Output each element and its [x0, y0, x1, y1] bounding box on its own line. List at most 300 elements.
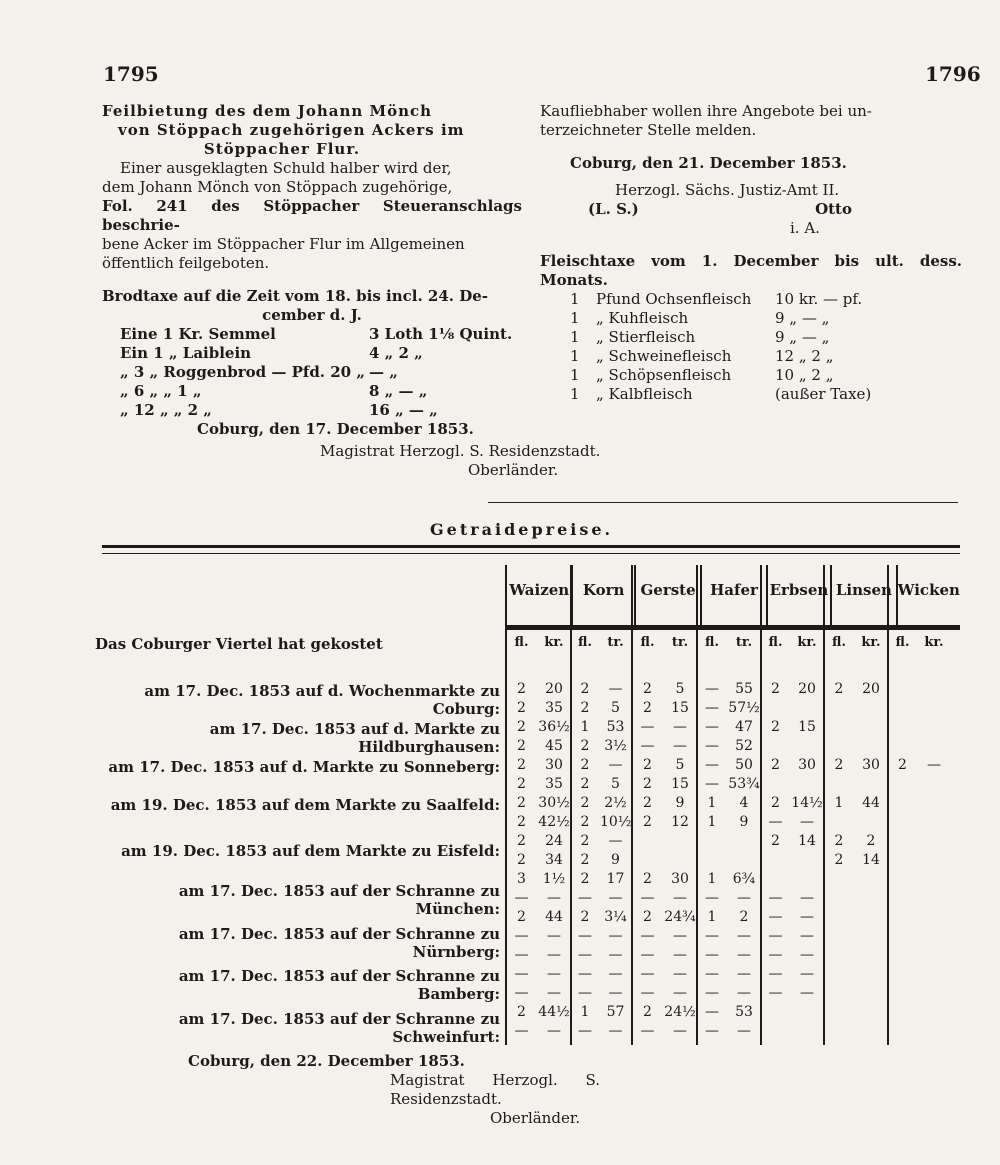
brodtaxe-row — [120, 363, 516, 382]
grid-cell: — — [578, 928, 592, 944]
grid-cell — [887, 889, 918, 908]
fleischtaxe-qty: 1 — [570, 347, 580, 365]
signature-name: Oberländer. — [468, 461, 559, 479]
column-rule — [505, 565, 507, 1045]
grid-cell — [855, 946, 887, 965]
grid-cell: 2 — [517, 909, 526, 925]
table-top-rule-thin — [102, 553, 960, 554]
brodtaxe-weight: — „ — [368, 363, 398, 381]
grid-cell: 34 — [545, 852, 563, 868]
grid-cell: 44 — [862, 795, 880, 811]
grid-cell: — — [608, 833, 623, 849]
grid-cell — [760, 851, 791, 870]
grid-cell: 2 — [580, 700, 590, 716]
grid-cell: — — [768, 966, 783, 982]
notice-title-line: Stöppacher Flur. — [203, 140, 361, 158]
grid-cell — [918, 680, 950, 699]
fleischtaxe-item: „ Schweinefleisch — [596, 347, 732, 365]
grid-cell — [918, 832, 950, 851]
grid-cell: — — [737, 985, 751, 1001]
col-korn: Korn — [571, 565, 633, 625]
grid-cell: — — [768, 909, 783, 925]
signer-role: i. A. — [790, 219, 820, 237]
grid-cell — [918, 1003, 950, 1022]
grid-cell — [823, 889, 855, 908]
grid-cell: — — [578, 947, 592, 963]
grid-cell — [855, 870, 887, 889]
page-number-left: 1795 — [103, 62, 159, 86]
grid-cell: 2 — [580, 871, 590, 887]
brodtaxe-date: Coburg, den 17. December 1853. — [197, 420, 474, 438]
grid-cell: 12 — [671, 814, 689, 830]
grid-cell — [918, 813, 950, 832]
grid-cell: 30½ — [538, 795, 570, 811]
grid-cell: — — [608, 947, 623, 963]
unit-row-rule — [505, 627, 960, 630]
grid-cell: 2 — [771, 757, 780, 773]
fleischtaxe-price: 9 „ — „ — [775, 328, 830, 346]
unit-label: fl. — [895, 634, 910, 650]
grid-cell: 24 — [545, 833, 563, 849]
grid-cell: 20 — [862, 681, 880, 697]
grid-cell: 2 — [517, 681, 526, 697]
grid-cell: — — [547, 890, 561, 906]
grid-cell: — — [514, 928, 529, 944]
notice-body-line: Einer ausgeklagten Schuld halber wird der, — [120, 159, 452, 177]
grid-row — [505, 851, 960, 870]
grid-cell — [823, 946, 855, 965]
grid-cell: — — [768, 985, 783, 1001]
right-column — [540, 102, 962, 404]
grid-cell — [760, 737, 791, 756]
grid-cell — [887, 718, 918, 737]
grid-cell: — — [640, 1023, 655, 1039]
grid-cell: 2 — [517, 795, 526, 811]
brodtaxe-item: „ 12 „ „ 2 „ — [120, 401, 212, 419]
grid-cell: 1 — [707, 814, 717, 830]
grid-cell: — — [547, 966, 561, 982]
grid-cell: — — [673, 738, 687, 754]
grid-cell: 4 — [739, 795, 749, 811]
market-label: am 17. Dec. 1853 auf der Schranne zu Schweinfurt: — [178, 1010, 500, 1046]
grid-cell: 6¾ — [732, 871, 756, 887]
grid-cell: 1½ — [542, 871, 566, 887]
office-name: Herzogl. Sächs. Justiz-Amt II. — [615, 181, 840, 199]
fleischtaxe-qty: 1 — [570, 385, 580, 403]
signer-name: Otto — [815, 200, 852, 218]
grid-cell: — — [705, 738, 719, 754]
grid-cell — [918, 737, 950, 756]
grid-cell: 2 — [834, 757, 844, 773]
grid-cell — [855, 965, 887, 984]
grid-cell — [823, 813, 855, 832]
grid-cell: 2 — [517, 719, 526, 735]
grid-cell: 47 — [735, 719, 753, 735]
grid-row — [505, 775, 960, 794]
grid-cell: — — [673, 966, 687, 982]
grid-cell: — — [640, 966, 655, 982]
grid-cell: — — [705, 947, 719, 963]
grid-cell: — — [673, 719, 687, 735]
grid-cell: 2 — [517, 757, 526, 773]
grid-cell: 2 — [898, 757, 907, 773]
grid-cell — [791, 851, 823, 870]
grid-cell — [887, 870, 918, 889]
grid-cell: 17 — [606, 871, 625, 887]
grid-cell: 52 — [735, 738, 753, 754]
grid-cell: — — [800, 814, 814, 830]
market-label: am 19. Dec. 1853 auf dem Markte zu Eisfeld: — [121, 842, 500, 860]
grid-cell — [823, 718, 855, 737]
fleischtaxe-price: 12 „ 2 „ — [775, 347, 834, 365]
grid-cell: — — [705, 1004, 719, 1020]
grid-row — [505, 1022, 960, 1041]
grid-cell — [918, 927, 950, 946]
brodtaxe-title-cont: cember d. J. — [262, 306, 362, 324]
grid-cell: — — [768, 928, 783, 944]
left-column — [102, 102, 522, 439]
fleischtaxe-table — [570, 290, 875, 404]
grid-cell: — — [705, 966, 719, 982]
grid-cell: — — [514, 985, 529, 1001]
grid-cell: — — [608, 1023, 623, 1039]
grid-cell: 2 — [643, 871, 652, 887]
grid-row — [505, 1003, 960, 1022]
grid-cell: — — [768, 947, 783, 963]
grid-cell — [855, 984, 887, 1003]
grid-cell: 1 — [707, 909, 717, 925]
grid-cell: 2 — [517, 852, 526, 868]
grid-cell: 2 — [517, 833, 526, 849]
grid-cell: — — [768, 814, 783, 830]
grid-cell: — — [608, 928, 623, 944]
grid-cell: 15 — [671, 700, 689, 716]
grid-cell: 2 — [517, 776, 526, 792]
market-label: am 17. Dec. 1853 auf der Schranne zu München: — [178, 882, 500, 918]
market-label: am 17. Dec. 1853 auf d. Markte zu Sonneberg: — [108, 758, 500, 776]
getraide-footer — [100, 1052, 600, 1128]
grid-cell: 2 — [580, 795, 590, 811]
grid-cell: 2 — [580, 909, 590, 925]
brodtaxe-weight: 3 Loth 1⅛ Quint. — [368, 325, 513, 343]
divider — [488, 502, 958, 503]
grid-cell: 20 — [798, 681, 816, 697]
unit-label: fl. — [705, 634, 719, 650]
brodtaxe-row — [120, 382, 516, 401]
col-gerste: Gerste — [634, 565, 700, 625]
grid-cell: 30 — [798, 757, 816, 773]
table-top-rule — [102, 545, 960, 548]
fleischtaxe-title: Fleischtaxe vom 1. December bis ult. dess. Monats. — [540, 252, 962, 289]
grid-cell: 3½ — [604, 738, 627, 754]
grid-cell: — — [737, 947, 751, 963]
grid-cell: — — [640, 890, 655, 906]
fleischtaxe-item: „ Stierfleisch — [596, 328, 696, 346]
grid-cell: — — [547, 985, 561, 1001]
grid-row — [505, 794, 960, 813]
grid-cell: 2 — [643, 1004, 652, 1020]
grid-cell — [855, 1022, 887, 1041]
grid-cell: — — [705, 681, 719, 697]
fleischtaxe-qty: 1 — [570, 366, 580, 384]
grid-cell — [791, 870, 823, 889]
grid-cell: — — [578, 966, 592, 982]
unit-label: tr. — [671, 634, 689, 650]
unit-label: fl. — [640, 634, 655, 650]
grid-row — [505, 984, 960, 1003]
grid-cell: 2 — [580, 738, 590, 754]
grid-cell — [918, 794, 950, 813]
grid-cell: — — [737, 966, 751, 982]
grid-cell: — — [800, 928, 814, 944]
unit-label: fl. — [832, 634, 846, 650]
grid-cell — [823, 1003, 855, 1022]
grid-row — [505, 718, 960, 737]
column-rule — [570, 565, 572, 1045]
grid-cell: — — [547, 947, 561, 963]
grid-cell: — — [800, 985, 814, 1001]
grid-cell: 57 — [606, 1004, 625, 1020]
seal-mark: (L. S.) — [588, 200, 639, 218]
grid-cell: 2 — [580, 814, 590, 830]
grid-cell: 5 — [675, 681, 685, 697]
grid-cell — [823, 775, 855, 794]
grid-row — [505, 737, 960, 756]
grid-cell — [887, 1003, 918, 1022]
grid-cell — [918, 908, 950, 927]
grid-cell: — — [705, 985, 719, 1001]
grid-cell: — — [673, 1023, 687, 1039]
brodtaxe-table — [120, 325, 516, 420]
fleischtaxe-item: Pfund Ochsenfleisch — [596, 290, 752, 308]
grid-cell — [760, 1022, 791, 1041]
grid-cell: — — [514, 890, 529, 906]
grid-cell: 2 — [643, 700, 652, 716]
column-rule — [823, 565, 825, 1045]
getraide-title: Getraidepreise. — [430, 520, 614, 539]
notice-body-line: bene Acker im Stöppacher Flur im Allgemeinen — [102, 235, 465, 253]
grid-cell: — — [673, 890, 687, 906]
grid-cell: 30 — [671, 871, 689, 887]
grid-cell — [887, 775, 918, 794]
grid-cell: 3¼ — [604, 909, 627, 925]
fleischtaxe-row — [570, 290, 875, 309]
grid-cell: — — [640, 738, 655, 754]
grid-cell: 2 — [580, 757, 590, 773]
grid-cell: — — [578, 1023, 592, 1039]
grid-row — [505, 870, 960, 889]
grid-row — [505, 889, 960, 908]
notice-body-line: Kaufliebhaber wollen ihre Angebote bei un- — [540, 102, 872, 120]
fleischtaxe-item: „ Kuhfleisch — [596, 309, 689, 327]
grid-cell: 1 — [707, 871, 717, 887]
unit-label: tr. — [735, 634, 753, 650]
grid-cell: 1 — [707, 795, 717, 811]
grid-cell: 9 — [739, 814, 749, 830]
grid-cell — [918, 889, 950, 908]
grid-cell: 42½ — [538, 814, 570, 830]
grid-cell: 1 — [580, 719, 590, 735]
grid-cell — [887, 851, 918, 870]
market-label: am 17. Dec. 1853 auf der Schranne zu Bamberg: — [178, 967, 500, 1003]
grid-cell: — — [578, 985, 592, 1001]
grid-cell: 36½ — [538, 719, 570, 735]
grid-cell — [791, 775, 823, 794]
notice-body-line: öffentlich feilgeboten. — [102, 254, 270, 272]
unit-label: fl. — [768, 634, 783, 650]
grid-cell — [887, 927, 918, 946]
grid-cell: 30 — [862, 757, 880, 773]
grid-cell: 50 — [735, 757, 753, 773]
grid-cell: 14½ — [791, 795, 823, 811]
grid-cell — [855, 908, 887, 927]
grid-cell: — — [800, 890, 814, 906]
grid-cell — [855, 737, 887, 756]
grid-cell — [887, 832, 918, 851]
grid-cell: — — [514, 966, 529, 982]
grid-cell: — — [640, 928, 655, 944]
notice-body-line: terzeichneter Stelle melden. — [540, 121, 757, 139]
grid-cell: — — [705, 890, 719, 906]
grid-cell — [760, 775, 791, 794]
grid-cell: — — [705, 719, 719, 735]
grid-cell — [855, 699, 887, 718]
grid-cell — [855, 1003, 887, 1022]
brodtaxe-weight: 16 „ — „ — [368, 401, 438, 419]
grid-cell: 45 — [545, 738, 563, 754]
grid-cell — [823, 1022, 855, 1041]
grid-cell — [696, 851, 728, 870]
unit-label: kr. — [544, 634, 564, 650]
grid-cell — [791, 699, 823, 718]
footer-signature: Magistrat Herzogl. S. Residenzstadt. — [390, 1071, 600, 1108]
grid-cell: 2 — [517, 738, 526, 754]
grid-cell: 2 — [580, 681, 590, 697]
grid-cell — [887, 794, 918, 813]
grid-row — [505, 813, 960, 832]
grid-cell — [728, 851, 760, 870]
grid-cell: — — [578, 890, 592, 906]
grid-cell — [887, 908, 918, 927]
grid-row — [505, 832, 960, 851]
grid-cell: — — [640, 985, 655, 1001]
brodtaxe-item: „ 6 „ „ 1 „ — [120, 382, 202, 400]
grid-cell — [887, 1022, 918, 1041]
col-wicken: Wicken — [896, 565, 960, 625]
grid-cell: — — [608, 890, 623, 906]
grid-cell: 15 — [671, 776, 689, 792]
grid-cell: 53¾ — [728, 776, 760, 792]
grid-cell — [918, 946, 950, 965]
column-rule — [760, 565, 762, 1045]
grid-cell: 1 — [580, 1004, 590, 1020]
grid-cell: 44 — [545, 909, 563, 925]
brodtaxe-weight: 8 „ — „ — [368, 382, 428, 400]
grid-cell — [918, 965, 950, 984]
footer-signature-name: Oberländer. — [490, 1109, 581, 1127]
market-label: am 19. Dec. 1853 auf dem Markte zu Saalfeld: — [110, 796, 500, 814]
grid-cell: 24¾ — [664, 909, 696, 925]
page-number-right: 1796 — [925, 62, 981, 86]
grid-cell: — — [608, 966, 623, 982]
grid-cell: 2 — [643, 681, 652, 697]
grid-cell: — — [547, 1023, 561, 1039]
grid-cell — [760, 870, 791, 889]
grid-cell — [823, 965, 855, 984]
grid-cell: 2 — [517, 814, 526, 830]
grid-cell: 1 — [834, 795, 844, 811]
grid-cell: 5 — [675, 757, 685, 773]
grid-cell: 2 — [771, 795, 780, 811]
grid-cell: 2 — [517, 1004, 526, 1020]
grid-cell: — — [737, 890, 751, 906]
grid-cell: 2 — [834, 833, 844, 849]
grid-cell — [791, 737, 823, 756]
fleischtaxe-qty: 1 — [570, 290, 580, 308]
grid-cell — [887, 984, 918, 1003]
grid-row — [505, 946, 960, 965]
grid-cell: — — [608, 681, 623, 697]
column-rule — [631, 565, 633, 1045]
grid-cell — [918, 870, 950, 889]
grid-cell — [855, 775, 887, 794]
grid-cell: 2 — [834, 852, 844, 868]
grid-cell: 2 — [580, 852, 590, 868]
grid-cell: 2 — [643, 776, 652, 792]
fleischtaxe-row — [570, 347, 875, 366]
grid-cell: 10½ — [600, 814, 632, 830]
grid-cell — [855, 718, 887, 737]
grid-cell: 5 — [611, 700, 620, 716]
grid-row — [505, 756, 960, 775]
grid-cell: — — [737, 1023, 751, 1039]
fleischtaxe-item: „ Kalbfleisch — [596, 385, 693, 403]
grid-cell — [664, 832, 696, 851]
fleischtaxe-qty: 1 — [570, 309, 580, 327]
column-rule — [696, 565, 698, 1045]
grid-row — [505, 908, 960, 927]
grid-cell — [918, 851, 950, 870]
grid-cell: 20 — [545, 681, 563, 697]
grid-cell — [631, 851, 664, 870]
grid-cell: 3 — [517, 871, 526, 887]
grid-cell: 30 — [545, 757, 563, 773]
grain-columns — [505, 565, 960, 625]
grid-cell: 2 — [739, 909, 749, 925]
grid-cell — [918, 718, 950, 737]
grid-cell — [791, 1003, 823, 1022]
grid-cell: 2 — [643, 795, 652, 811]
signature-line: Magistrat Herzogl. S. Residenzstadt. — [320, 442, 601, 460]
grid-cell — [887, 965, 918, 984]
col-hafer: Hafer — [700, 565, 765, 625]
grid-cell: — — [640, 719, 655, 735]
grid-cell: 2 — [771, 833, 780, 849]
grid-cell: 2 — [771, 681, 780, 697]
brodtaxe-signature — [320, 442, 740, 480]
grid-cell: 2 — [517, 700, 526, 716]
grid-cell: — — [768, 890, 783, 906]
grid-cell — [664, 851, 696, 870]
grid-cell: — — [673, 928, 687, 944]
grid-cell — [918, 984, 950, 1003]
grid-cell — [823, 737, 855, 756]
notice-date: Coburg, den 21. December 1853. — [570, 154, 847, 172]
grid-cell: 14 — [798, 833, 816, 849]
grid-cell — [918, 1022, 950, 1041]
grid-cell: 9 — [675, 795, 685, 811]
fleischtaxe-qty: 1 — [570, 328, 580, 346]
